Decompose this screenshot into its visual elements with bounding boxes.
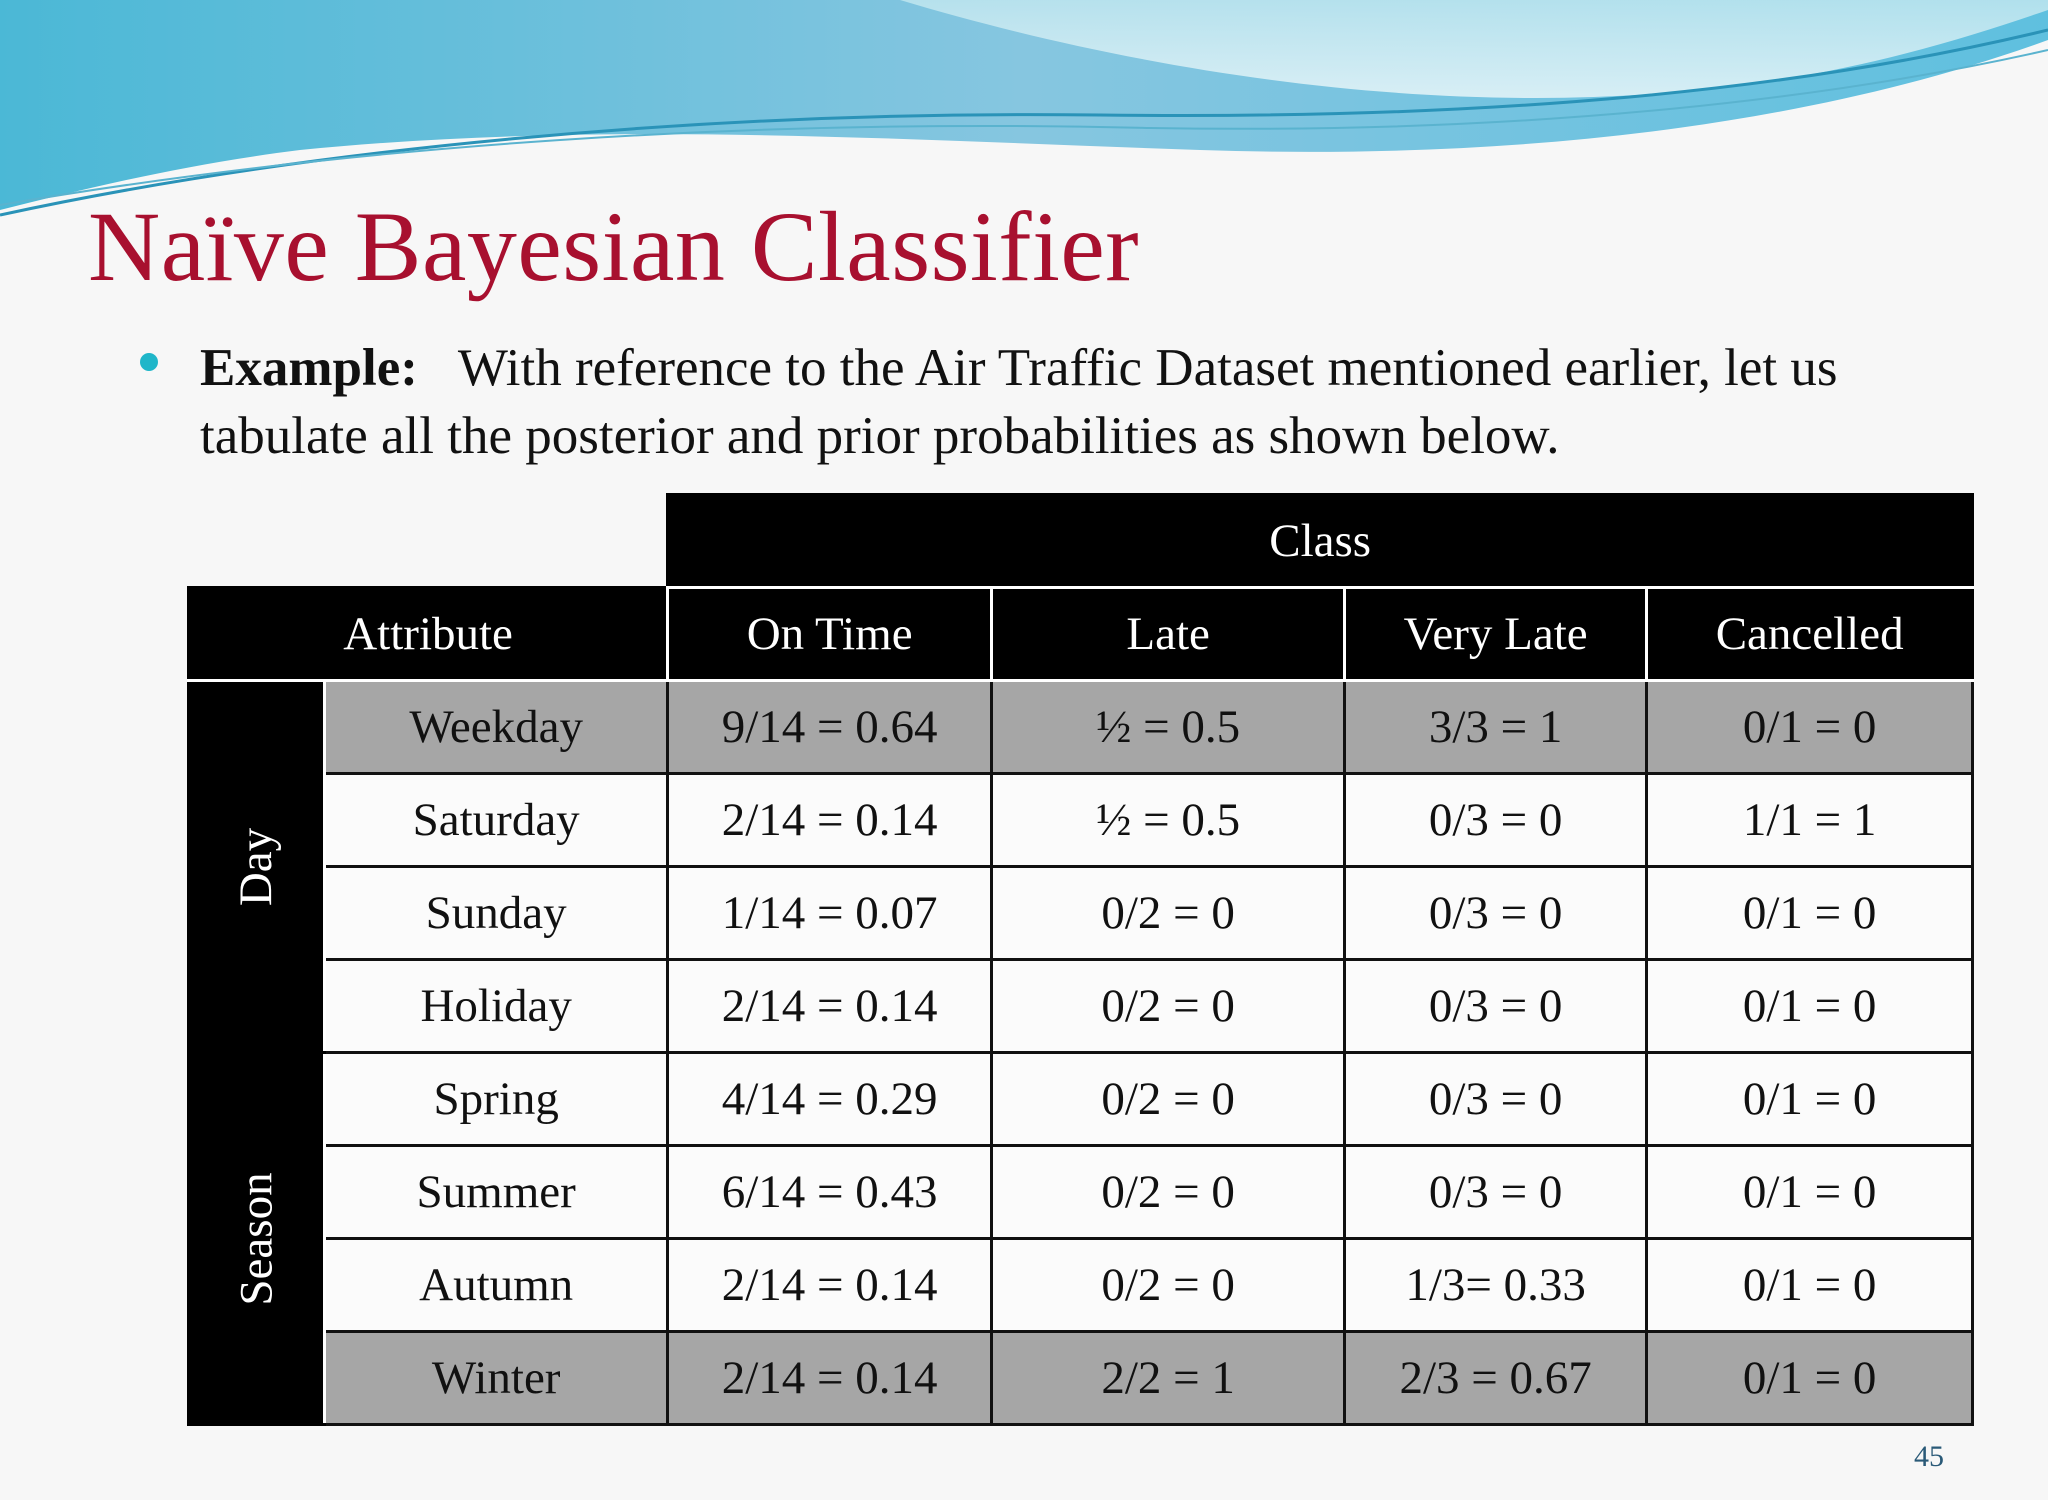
table-cell: 1/3= 0.33 — [1345, 1239, 1647, 1332]
table-cell: 0/3 = 0 — [1345, 1053, 1647, 1146]
group-label: Season — [230, 1171, 283, 1306]
row-label: Winter — [325, 1332, 668, 1425]
column-header: Cancelled — [1647, 588, 1973, 681]
table-cell: 0/1 = 0 — [1647, 1146, 1973, 1239]
table-row — [189, 1053, 1973, 1146]
table-cell: 0/1 = 0 — [1647, 1332, 1973, 1425]
row-label: Autumn — [325, 1239, 668, 1332]
row-label: Sunday — [325, 867, 668, 960]
group-label-cell — [189, 681, 325, 1053]
table-cell: 0/3 = 0 — [1345, 1146, 1647, 1239]
table-row — [189, 774, 1973, 867]
table-cell: 9/14 = 0.64 — [668, 681, 992, 774]
table-row — [189, 1239, 1973, 1332]
table-cell: 2/14 = 0.14 — [668, 960, 992, 1053]
page-number: 45 — [1914, 1440, 1944, 1473]
table-cell: 0/3 = 0 — [1345, 867, 1647, 960]
bullet-lead: Example: — [200, 339, 418, 397]
table-cell: 2/2 = 1 — [992, 1332, 1345, 1425]
table-cell: 6/14 = 0.43 — [668, 1146, 992, 1239]
table-cell: ½ = 0.5 — [992, 681, 1345, 774]
table-row — [189, 1332, 1973, 1425]
table-cell: 2/14 = 0.14 — [668, 1332, 992, 1425]
table-row — [189, 960, 1973, 1053]
table-row — [189, 681, 1973, 774]
row-label: Weekday — [325, 681, 668, 774]
table-cell: 3/3 = 1 — [1345, 681, 1647, 774]
bullet-paragraph — [200, 334, 1990, 470]
bullet-icon — [140, 353, 158, 371]
column-header: Late — [992, 588, 1345, 681]
table-corner-blank — [189, 495, 668, 588]
column-header: Very Late — [1345, 588, 1647, 681]
probability-table — [187, 493, 1974, 1426]
row-label: Saturday — [325, 774, 668, 867]
bullet-body: With reference to the Air Traffic Dataset mentioned earlier, let us tabulate all the posterior and prior probabilities as shown below. — [200, 339, 1838, 465]
table-cell: ½ = 0.5 — [992, 774, 1345, 867]
table-cell: 2/14 = 0.14 — [668, 774, 992, 867]
row-label: Spring — [325, 1053, 668, 1146]
table-row — [189, 1146, 1973, 1239]
row-label: Holiday — [325, 960, 668, 1053]
table-cell: 0/1 = 0 — [1647, 681, 1973, 774]
table-cell: 0/2 = 0 — [992, 867, 1345, 960]
table-cell: 2/3 = 0.67 — [1345, 1332, 1647, 1425]
table-cell: 0/2 = 0 — [992, 1146, 1345, 1239]
table-cell: 1/14 = 0.07 — [668, 867, 992, 960]
table-cell: 0/3 = 0 — [1345, 960, 1647, 1053]
table-cell: 4/14 = 0.29 — [668, 1053, 992, 1146]
table-cell: 0/1 = 0 — [1647, 1239, 1973, 1332]
table-cell: 2/14 = 0.14 — [668, 1239, 992, 1332]
table-cell: 0/2 = 0 — [992, 1053, 1345, 1146]
class-header: Class — [668, 495, 1973, 588]
table-cell: 0/3 = 0 — [1345, 774, 1647, 867]
group-label-cell — [189, 1053, 325, 1425]
table-cell: 0/1 = 0 — [1647, 1053, 1973, 1146]
attribute-header: Attribute — [189, 588, 668, 681]
table-row — [189, 867, 1973, 960]
table-cell: 0/2 = 0 — [992, 960, 1345, 1053]
table-cell: 0/1 = 0 — [1647, 960, 1973, 1053]
table-cell: 0/1 = 0 — [1647, 867, 1973, 960]
group-label: Day — [230, 827, 283, 906]
slide-title: Naïve Bayesian Classifier — [88, 191, 1140, 302]
table-cell: 0/2 = 0 — [992, 1239, 1345, 1332]
column-header: On Time — [668, 588, 992, 681]
table-cell: 1/1 = 1 — [1647, 774, 1973, 867]
row-label: Summer — [325, 1146, 668, 1239]
